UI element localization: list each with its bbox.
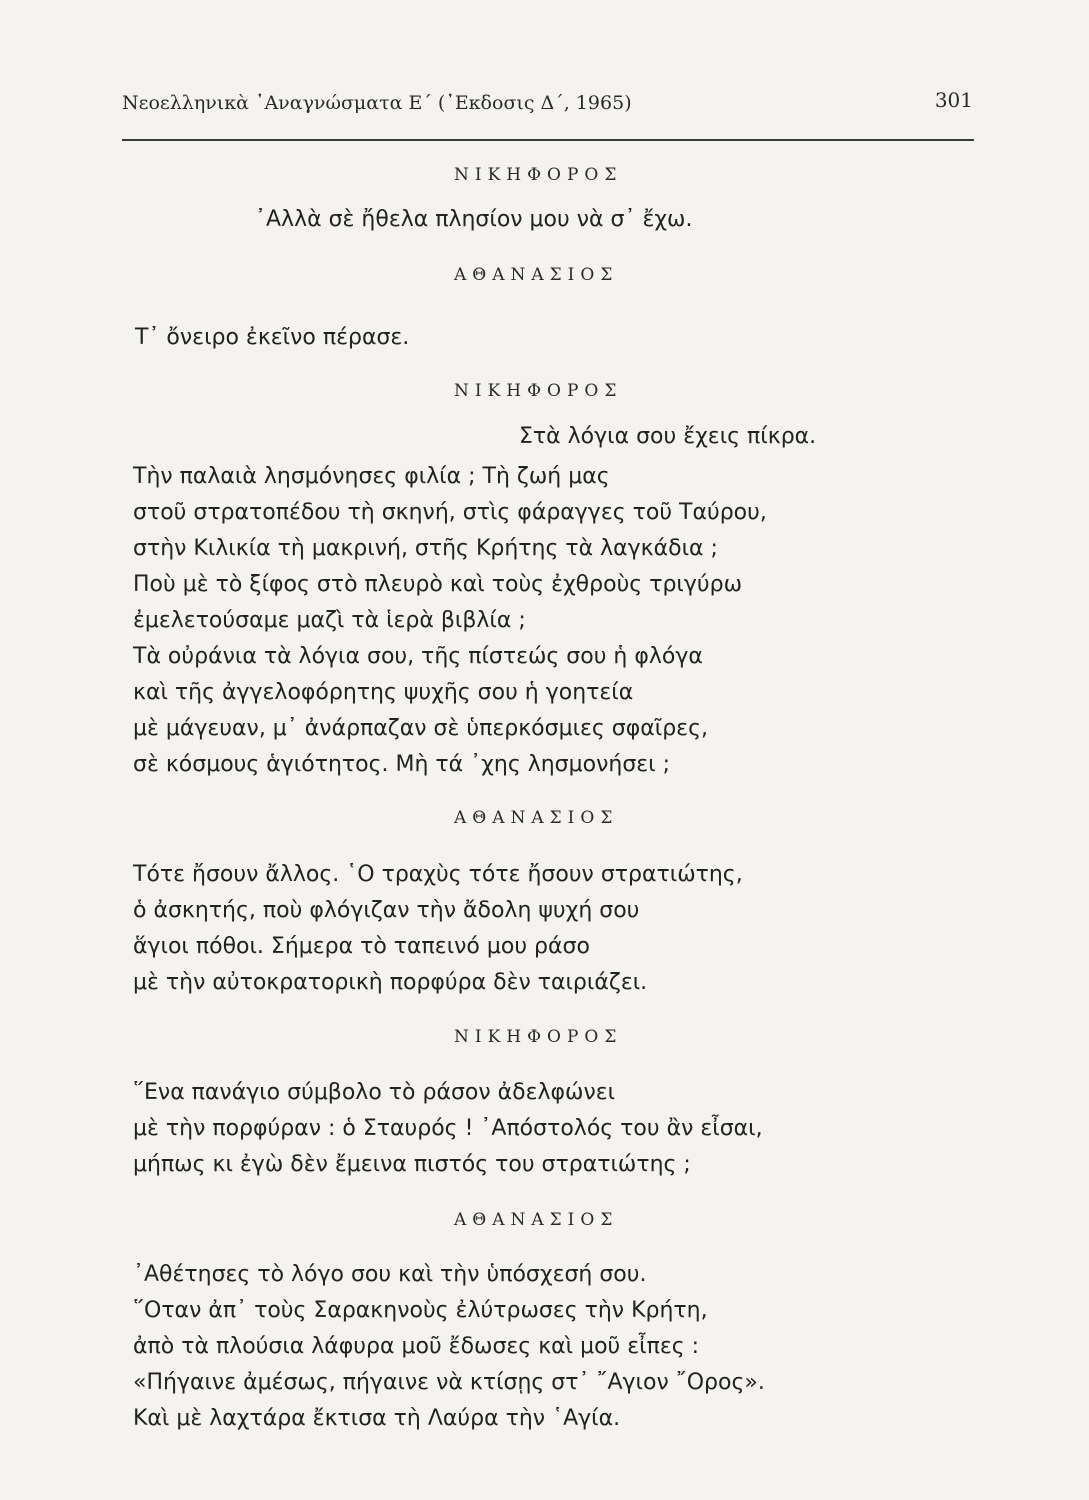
page-number: 301 <box>934 88 973 112</box>
verse-line: μήπως κι ἐγὼ δὲν ἔμεινα πιστός του στρατιώτης ; <box>133 1152 691 1177</box>
verse-line: «Πήγαινε ἀμέσως, πήγαινε νὰ κτίσῃς στ᾿ ῎Αγιον ῎Ορος». <box>133 1370 765 1395</box>
speaker-name: ΝΙΚΗΦΟΡΟΣ <box>454 165 623 185</box>
verse-line: καὶ τῆς ἀγγελοφόρητης ψυχῆς σου ἡ γοητεία <box>133 680 634 705</box>
header-rule <box>122 139 974 141</box>
verse-line: Τὰ οὐράνια τὰ λόγια σου, τῆς πίστεώς σου ἡ φλόγα <box>133 644 703 669</box>
verse-line: μὲ τὴν αὐτοκρατορικὴ πορφύρα δὲν ταιριάζει. <box>133 970 648 995</box>
verse-line: Ποὺ μὲ τὸ ξίφος στὸ πλευρὸ καὶ τοὺς ἐχθροὺς τριγύρω <box>133 572 742 597</box>
verse-line: Στὰ λόγια σου ἔχεις πίκρα. <box>519 424 817 449</box>
verse-line: ἐμελετούσαμε μαζὶ τὰ ἱερὰ βιβλία ; <box>133 608 526 633</box>
speaker-name: ΝΙΚΗΦΟΡΟΣ <box>454 381 623 401</box>
speaker-name: ΑΘΑΝΑΣΙΟΣ <box>454 265 619 285</box>
verse-line: Τ᾿ ὄνειρο ἐκεῖνο πέρασε. <box>135 325 410 350</box>
verse-line: ὁ ἀσκητής, ποὺ φλόγιζαν τὴν ἄδολη ψυχή σου <box>133 898 640 923</box>
verse-line: Καὶ μὲ λαχτάρα ἔκτισα τὴ Λαύρα τὴν ῾Αγία. <box>133 1406 621 1431</box>
running-header <box>122 88 977 124</box>
verse-line: ῞Οταν ἀπ᾿ τοὺς Σαρακηνοὺς ἐλύτρωσες τὴν Κρήτη, <box>133 1298 708 1323</box>
speaker-name: ΑΘΑΝΑΣΙΟΣ <box>454 1210 619 1230</box>
verse-line: Τὴν παλαιὰ λησμόνησες φιλία ; Τὴ ζωή μας <box>133 464 610 489</box>
verse-line: μὲ τὴν πορφύραν : ὁ Σταυρός ! ᾿Απόστολός του ἂν εἶσαι, <box>133 1116 763 1141</box>
verse-line: ῞Ενα πανάγιο σύμβολο τὸ ράσον ἀδελφώνει <box>133 1080 616 1105</box>
speaker-name: ΝΙΚΗΦΟΡΟΣ <box>454 1027 623 1047</box>
verse-line: ᾿Αλλὰ σὲ ἤθελα πλησίον μου νὰ σ᾿ ἔχω. <box>255 207 693 232</box>
verse-line: ἀπὸ τὰ πλούσια λάφυρα μοῦ ἔδωσες καὶ μοῦ εἶπες : <box>133 1334 700 1359</box>
verse-line: μὲ μάγευαν, μ᾿ ἀνάρπαζαν σὲ ὑπερκόσμιες σφαῖρες, <box>133 716 708 741</box>
verse-line: στοῦ στρατοπέδου τὴ σκηνή, στὶς φάραγγες τοῦ Ταύρου, <box>133 500 767 525</box>
verse-line: στὴν Κιλικία τὴ μακρινή, στῆς Κρήτης τὰ λαγκάδια ; <box>133 536 718 561</box>
verse-line: ἅγιοι πόθοι. Σήμερα τὸ ταπεινό μου ράσο <box>133 934 590 959</box>
verse-line: σὲ κόσμους ἁγιότητος. Μὴ τά ᾿χης λησμονήσει ; <box>133 752 671 777</box>
verse-line: Τότε ἤσουν ἄλλος. ῾Ο τραχὺς τότε ἤσουν στρατιώτης, <box>133 862 743 887</box>
speaker-name: ΑΘΑΝΑΣΙΟΣ <box>454 808 619 828</box>
verse-line: ᾿Αθέτησες τὸ λόγο σου καὶ τὴν ὑπόσχεσή σου. <box>133 1262 647 1287</box>
header-title: Νεοελληνικὰ ᾿Αναγνώσματα Ε΄ (᾿Εκδοσις Δ΄, 1965) <box>122 92 632 114</box>
